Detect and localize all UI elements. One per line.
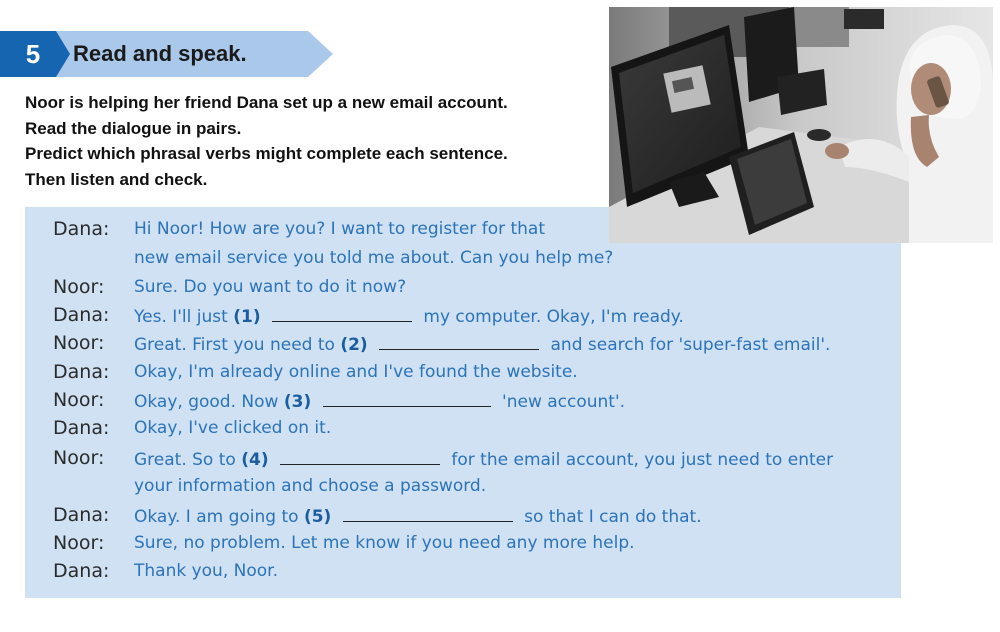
answer-gap[interactable]	[343, 501, 513, 522]
dialogue-line	[25, 557, 901, 585]
speech-text: Sure, no problem. Let me know if you need any more help.	[134, 533, 635, 553]
answer-gap[interactable]	[379, 329, 539, 350]
speech-text	[134, 501, 702, 531]
speech-text	[134, 386, 625, 416]
dialogue-line	[25, 301, 901, 329]
speech-text	[134, 444, 833, 474]
speaker-name: Dana:	[53, 304, 110, 326]
speech-text	[134, 329, 830, 359]
speech-after-gap: for the email account, you just need to enter	[451, 450, 834, 470]
instruction-line: Predict which phrasal verbs might complete each sentence.	[25, 144, 508, 163]
gap-number: (1)	[233, 307, 261, 327]
speaker-name: Dana:	[53, 361, 110, 383]
speech-after-gap: and search for 'super-fast email'.	[550, 335, 831, 355]
answer-gap[interactable]	[272, 301, 412, 322]
speech-text: Sure. Do you want to do it now?	[134, 277, 407, 297]
instruction-line: Noor is helping her friend Dana set up a new email account.	[25, 93, 508, 112]
gap-number: (3)	[283, 392, 312, 412]
speech-after-gap: 'new account'.	[502, 392, 626, 412]
instruction-line: Read the dialogue in pairs.	[25, 118, 242, 138]
instruction-line: Then listen and check.	[25, 169, 208, 189]
exercise-title: Read and speak.	[73, 41, 247, 66]
exercise-header	[0, 31, 333, 77]
speech-before-gap: Great. So to	[134, 450, 236, 470]
answer-gap[interactable]	[280, 444, 440, 465]
photo-illustration	[609, 7, 993, 243]
speech-before-gap: Okay. I am going to	[134, 507, 299, 527]
speech-before-gap: Okay, good. Now	[134, 392, 279, 412]
speech-after-gap: so that I can do that.	[524, 507, 702, 527]
speech-text: Okay, I'm already online and I've found the website.	[134, 362, 578, 382]
speaker-name: Noor:	[53, 447, 105, 469]
instructions	[25, 90, 605, 192]
speech-text: Hi Noor! How are you? I want to register for that	[134, 219, 546, 239]
speech-text	[134, 301, 684, 331]
exercise-number: 5	[25, 39, 41, 69]
speech-before-gap: Yes. I'll just	[134, 307, 228, 327]
speaker-name: Dana:	[53, 417, 110, 439]
dialogue-line	[25, 529, 901, 557]
dialogue-box	[25, 207, 901, 598]
dialogue-line	[25, 273, 901, 301]
speaker-name: Noor:	[53, 389, 105, 411]
speaker-name: Dana:	[53, 560, 110, 582]
speaker-name: Dana:	[53, 504, 110, 526]
speech-after-gap: my computer. Okay, I'm ready.	[423, 307, 684, 327]
dialogue-line	[25, 414, 901, 442]
speech-text: Thank you, Noor.	[134, 561, 278, 581]
dialogue-line	[25, 358, 901, 386]
gap-number: (2)	[340, 335, 368, 355]
dialogue-line	[25, 472, 901, 500]
dialogue-line	[25, 244, 901, 272]
speech-text: new email service you told me about. Can you help me?	[134, 248, 614, 268]
dialogue-line	[25, 386, 901, 414]
dialogue-line	[25, 329, 901, 357]
speech-text: your information and choose a password.	[134, 476, 487, 496]
speech-before-gap: Great. First you need to	[134, 335, 335, 355]
speaker-name: Noor:	[53, 276, 105, 298]
gap-number: (5)	[303, 507, 332, 527]
speaker-name: Noor:	[53, 532, 105, 554]
dialogue-line	[25, 501, 901, 529]
answer-gap[interactable]	[323, 386, 491, 407]
gap-number: (4)	[241, 450, 269, 470]
speaker-name: Noor:	[53, 332, 105, 354]
speech-text: Okay, I've clicked on it.	[134, 418, 332, 438]
dialogue-line	[25, 444, 901, 472]
photo-girl-at-computer	[609, 7, 993, 243]
speaker-name: Dana:	[53, 218, 110, 240]
